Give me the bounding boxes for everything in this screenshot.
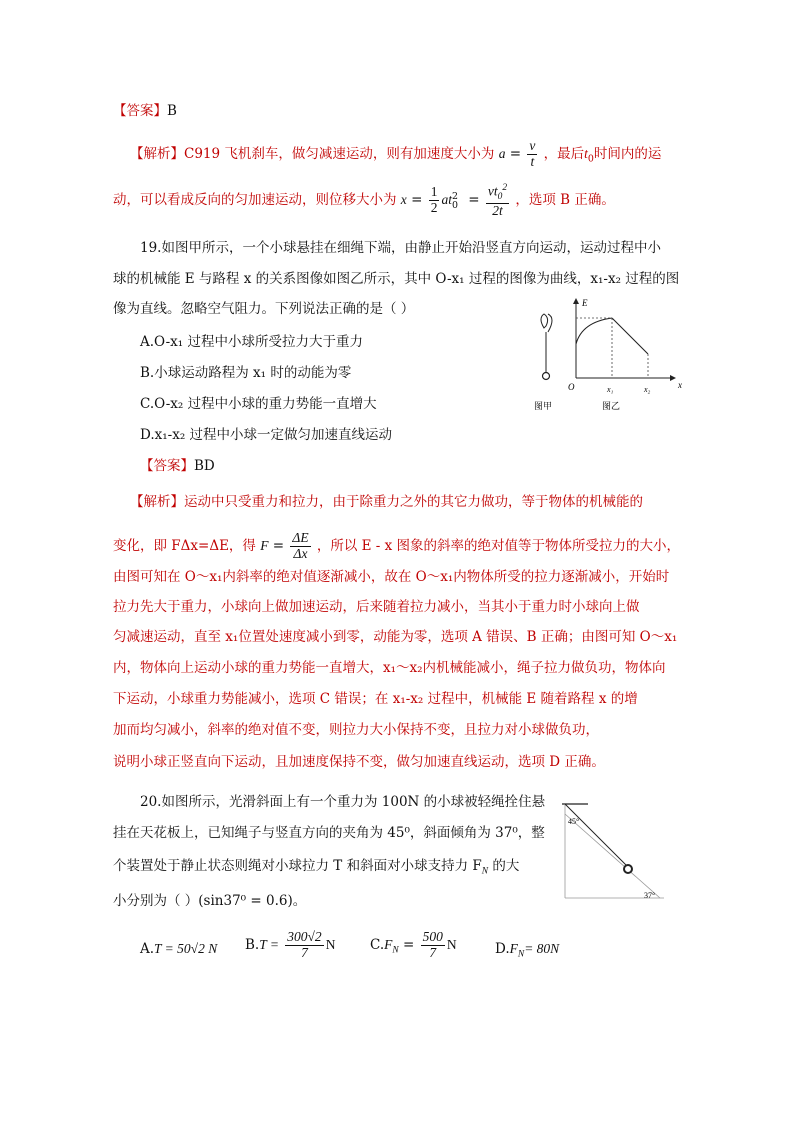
q19-analysis-line2: 变化，即 FΔx=ΔE，得 F = $\frac{\Delta E}{\Delta x}$ ，所以 E - x 图象的斜率的绝对值等于物体所受拉力的大小， — [113, 530, 681, 561]
analysis-text: ，最后 — [543, 145, 585, 162]
analysis-text: 变化，即 FΔx=ΔE，得 — [113, 537, 256, 554]
q19-analysis-line6: 内，物体向上运动小球的重力势能一直增大，x₁～x₂内机械能减小，绳子拉力做负功，物体向 — [113, 660, 666, 676]
figure-b-caption: 图乙 — [602, 401, 621, 411]
q19-answer — [140, 458, 215, 474]
q19-stem-line1: 19.如图甲所示，一个小球悬挂在细绳下端，由静止开始沿竖直方向运动，运动过程中小 — [140, 240, 661, 256]
answer-label: 【答案】 — [113, 103, 167, 119]
q19-analysis-line1 — [130, 494, 643, 510]
answer-value: B — [167, 103, 177, 119]
tick-x1-label: x₁ — [607, 385, 614, 394]
formula-dE-over-dx: $\frac{\Delta E}{\Delta x}$ — [292, 530, 309, 561]
q18-answer — [113, 103, 177, 119]
figure-a-caption: 图甲 — [534, 401, 553, 411]
answer-value: BD — [194, 458, 215, 474]
stem-text: 的大 — [488, 858, 520, 874]
option-c-fraction — [421, 930, 445, 961]
answer-label: 【答案】 — [140, 458, 194, 474]
denominator: 7 — [301, 944, 308, 960]
option-expr: T = — [259, 936, 279, 952]
q18-analysis-line2: 动，可以看成反向的匀加速运动，则位移大小为 x = $\frac{1}{2}$ $at_0^2$ = $\frac{vt_0^2}{2t}$ ，选项 B 正确。 — [113, 183, 615, 218]
axis-origin-label: O — [568, 382, 575, 392]
figure-b-graph — [568, 298, 682, 394]
numerator: 500 — [422, 929, 443, 944]
ball — [624, 865, 632, 873]
q20-option-d: $D.F_N= 80N$ — [495, 941, 560, 960]
q19-analysis-line8: 加而均匀减小，斜率的绝对值不变，则拉力大小保持不变，且拉力对小球做负功， — [113, 722, 599, 738]
angle-45-label: 45° — [568, 817, 580, 826]
formula-vt0sq-over-2t: $\frac{vt_0^2}{2t}$ — [487, 183, 508, 218]
analysis-text: 运动中只受重力和拉力，由于除重力之外的其它力做功，等于物体的机械能的 — [184, 494, 643, 510]
option-expr: = 80N — [524, 941, 560, 956]
q20-stem-line1: 20.如图所示，光滑斜面上有一个重力为 100N 的小球被轻绳拴住悬 — [140, 794, 546, 810]
q19-option-d: D.x₁-x₂ 过程中小球一定做匀加速直线运动 — [140, 427, 393, 443]
q19-analysis-line5: 匀减速运动，直至 x₁位置处速度减小到零，动能为零，选项 A 错误、B 正确；由图可知 O～x₁ — [113, 629, 678, 645]
stem-text: 个装置处于静止状态则绳对小球拉力 T 和斜面对小球支持力 F — [113, 858, 482, 874]
angle-37-label: 37° — [644, 891, 656, 900]
analysis-text: ，选项 B 正确。 — [515, 192, 615, 209]
numerator: 300√2 — [287, 929, 322, 944]
q18-analysis-line1: 【解析】C919 飞机刹车，做匀减速运动，则有加速度大小为 a = $\frac{v}{t}$ ，最后$t_0$时间内的运 — [130, 138, 662, 169]
q20-stem-line3: 个装置处于静止状态则绳对小球拉力 T 和斜面对小球支持力 $F_N$ 的大 — [113, 858, 520, 877]
q19-analysis-line4: 拉力先大于重力，小球向上做加速运动，后来随着拉力减小，当其小于重力时小球向上做 — [113, 599, 640, 615]
q19-analysis-line7: 下运动，小球重力势能减小，选项 C 错误；在 x₁-x₂ 过程中，机械能 E 随着路程 x 的增 — [113, 691, 638, 707]
incline-line — [565, 814, 660, 898]
option-letter: A. — [140, 941, 155, 957]
rope-line — [565, 804, 628, 867]
option-letter: C. — [370, 936, 385, 953]
analysis-text: ，所以 E - x 图象的斜率的绝对值等于物体所受拉力的大小， — [316, 537, 681, 554]
q20-option-b — [245, 930, 335, 961]
axis-x-label: x — [678, 380, 682, 390]
denominator: 7 — [429, 944, 437, 960]
q19-stem-line3: 像为直线。忽略空气阻力。下列说法正确的是（ ） — [113, 301, 415, 317]
tick-x2-label: x₂ — [644, 385, 651, 394]
q20-stem-line4: 小分别为（ ）(sin37⁰ = 0.6)。 — [113, 893, 307, 909]
analysis-text: 动，可以看成反向的匀加速运动，则位移大小为 — [113, 192, 397, 209]
q19-option-a: A.O-x₁ 过程中小球所受拉力大于重力 — [140, 334, 363, 350]
q19-analysis-line3: 由图可知在 O～x₁内斜率的绝对值逐渐减小，故在 O～x₁内物体所受的拉力逐渐减小，开始时 — [113, 569, 670, 585]
option-letter: B. — [245, 936, 260, 953]
figure-a-pendulum — [541, 314, 552, 380]
unit: N — [325, 936, 336, 952]
q20-option-a — [140, 941, 217, 957]
analysis-label: 【解析】 — [130, 145, 184, 162]
analysis-label: 【解析】 — [130, 494, 184, 510]
q19-analysis-line9: 说明小球正竖直向下运动，且加速度保持不变，做匀加速直线运动，选项 D 正确。 — [113, 754, 605, 770]
option-expr: T = 50√2 N — [154, 941, 218, 956]
formula-v-over-t: $\frac{v}{t}$ — [529, 138, 536, 169]
formula-half: $\frac{1}{2}$ — [430, 184, 438, 216]
analysis-text: 时间内的运 — [593, 145, 662, 162]
option-b-fraction — [285, 930, 323, 961]
option-letter: D. — [495, 941, 510, 957]
q19-figure — [530, 292, 690, 412]
q20-stem-line2: 挂在天花板上，已知绳子与竖直方向的夹角为 45⁰，斜面倾角为 37⁰，整 — [113, 825, 545, 841]
q20-option-c: $C.F_N$ = $\frac{500}{7}$ N — [370, 929, 457, 960]
q19-option-c: C.O-x₂ 过程中小球的重力势能一直增大 — [140, 396, 377, 412]
axis-e-label: E — [582, 298, 588, 308]
unit: N — [446, 936, 457, 952]
q19-option-b: B.小球运动路程为 x₁ 时的动能为零 — [140, 365, 352, 381]
q19-stem-line2: 球的机械能 E 与路程 x 的关系图像如图乙所示，其中 O-x₁ 过程的图像为曲线，x₁-x₂ 过程的图 — [113, 271, 680, 287]
option-expr: F — [384, 936, 393, 952]
q20-figure — [560, 800, 680, 905]
analysis-text: C919 飞机刹车，做匀减速运动，则有加速度大小为 — [184, 145, 495, 162]
